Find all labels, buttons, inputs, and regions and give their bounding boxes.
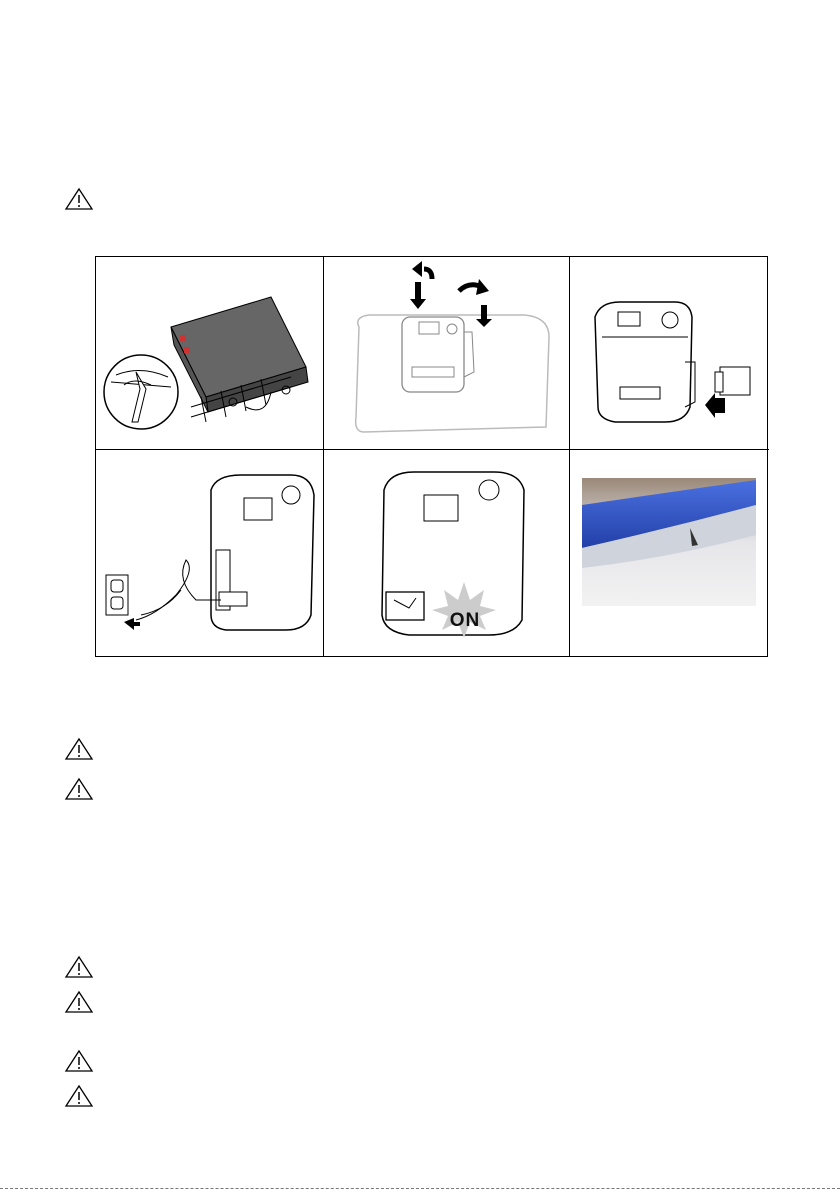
warning-triangle-icon bbox=[64, 1049, 94, 1073]
pump-hang-illustration bbox=[324, 257, 570, 450]
panel-connector bbox=[570, 257, 769, 450]
page-bottom-rule bbox=[0, 1188, 840, 1189]
panel-switch-on bbox=[324, 450, 570, 656]
panel-bed-strap bbox=[96, 257, 324, 450]
bed-illustration bbox=[96, 257, 324, 450]
warning-triangle-icon bbox=[64, 187, 94, 211]
warning-triangle-icon bbox=[64, 777, 94, 801]
connector-illustration bbox=[570, 257, 769, 450]
warning-triangle-icon bbox=[64, 1084, 94, 1108]
mattress-photo bbox=[570, 450, 769, 656]
on-label: ON bbox=[449, 610, 481, 631]
warning-triangle-icon bbox=[64, 955, 94, 979]
panel-pump-hang bbox=[324, 257, 570, 450]
panel-mattress-photo bbox=[570, 450, 769, 656]
warning-triangle-icon bbox=[64, 990, 94, 1014]
panel-power-cord bbox=[96, 450, 324, 656]
switch-on-illustration bbox=[324, 450, 570, 656]
power-cord-illustration bbox=[96, 450, 324, 656]
setup-figure-grid bbox=[95, 256, 768, 657]
warning-triangle-icon bbox=[64, 737, 94, 761]
